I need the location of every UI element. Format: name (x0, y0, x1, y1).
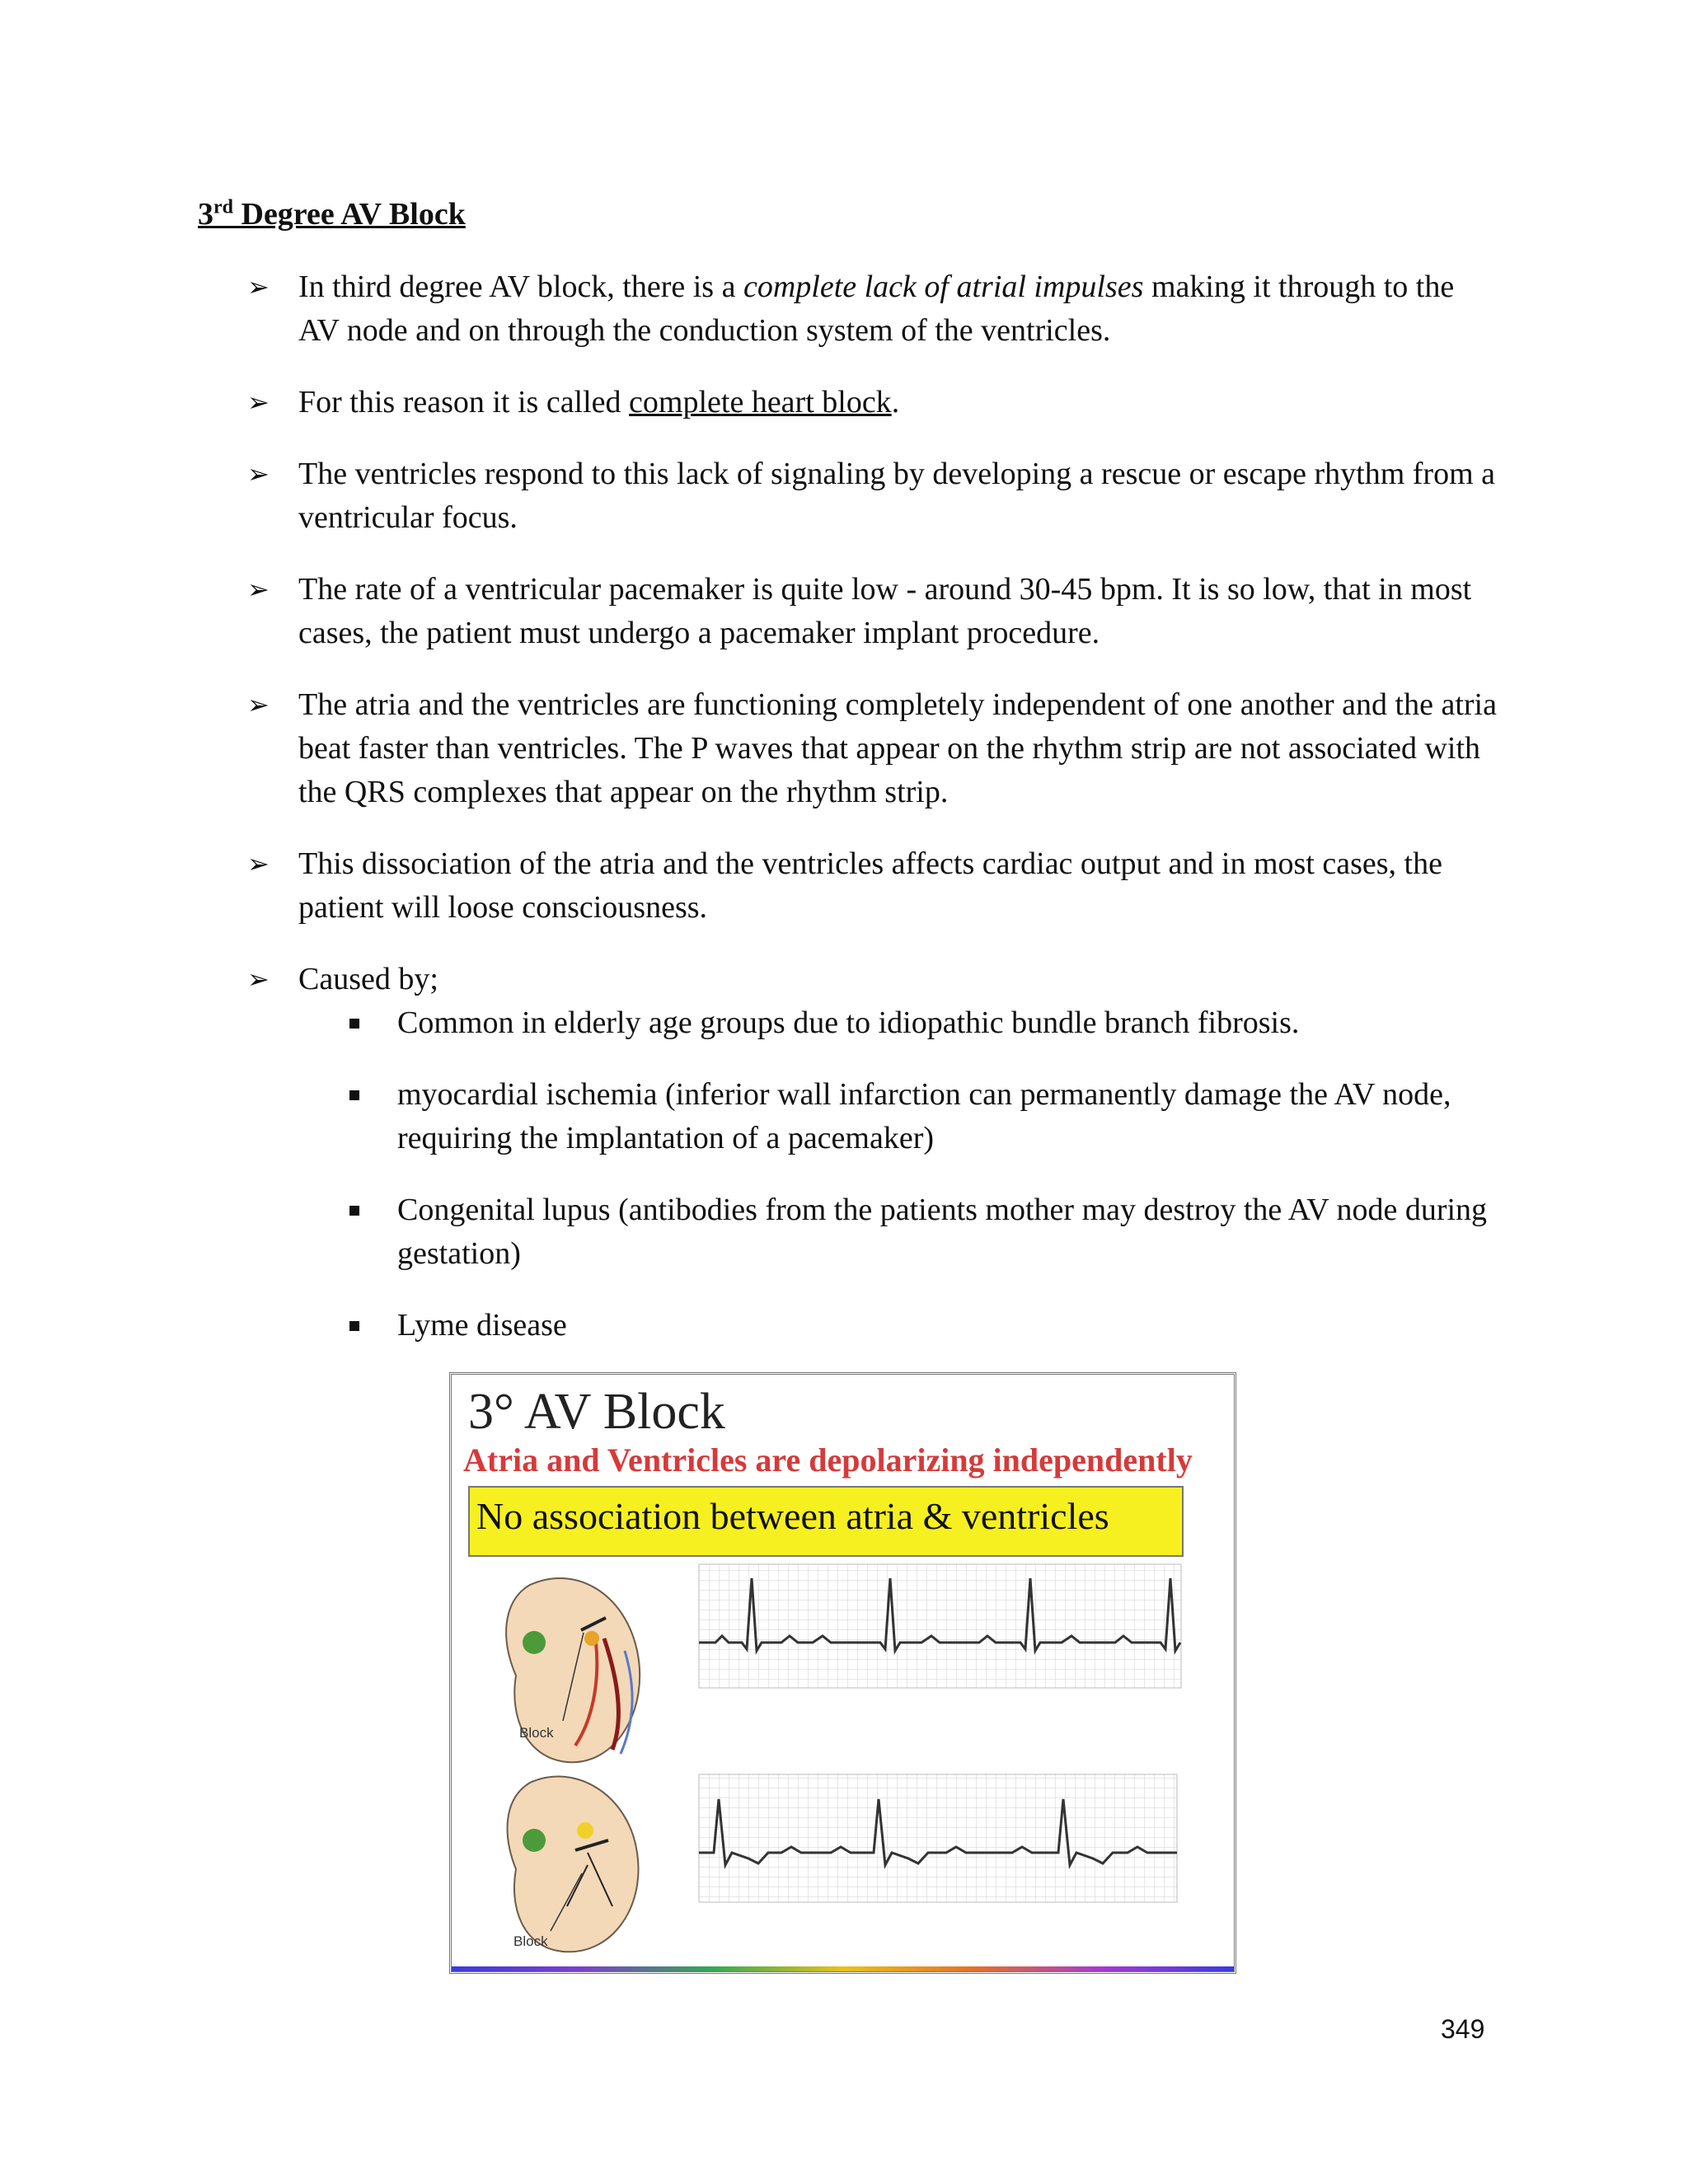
heading-superscript: rd (213, 196, 233, 218)
square-bullet-icon (349, 1206, 359, 1216)
arrow-bullet-icon: ➢ (247, 963, 270, 995)
bullet-text: This dissociation of the atria and the ventricles affects cardiac output and in most cases, the patient will loose consciousness. (298, 846, 1442, 925)
cause-text: Lyme disease (397, 1308, 567, 1343)
bullet-text: Caused by; (298, 962, 438, 996)
bullet-text: For this reason it is called (298, 385, 630, 419)
arrow-bullet-icon: ➢ (247, 271, 270, 302)
arrow-bullet-icon: ➢ (247, 848, 270, 879)
highlight-box (468, 1486, 1184, 1557)
block-label-bottom: Block (513, 1933, 548, 1949)
ecg-grid-top (699, 1564, 1181, 1688)
heading-prefix: 3 (198, 197, 213, 232)
sa-node-icon (523, 1631, 546, 1654)
heart-ecg-illustration (452, 1560, 1234, 1972)
sa-node-icon (523, 1829, 546, 1852)
page-number: 349 (1441, 2014, 1485, 2044)
arrow-bullet-icon: ➢ (247, 387, 270, 418)
ecg-strip-bottom (699, 1774, 1177, 1902)
bullet-item (247, 265, 1500, 353)
bullet-text: . (891, 385, 900, 419)
av-block-slide-figure (449, 1372, 1236, 1974)
block-label-top: Block (519, 1725, 554, 1741)
bullet-text: The atria and the ventricles are functioning completely independent of one another and the atria beat faster than ventricles. The P waves that appear on the rhythm strip are not associated with the QRS complexes that appear on the rhythm strip. (298, 687, 1497, 809)
bullet-item (247, 452, 1500, 540)
bullet-emphasis: complete lack of atrial impulses (743, 269, 1144, 304)
square-bullet-icon (349, 1321, 359, 1331)
cause-list (298, 1001, 1500, 1347)
bullet-item (247, 842, 1500, 930)
bullet-item (247, 568, 1500, 655)
cause-item (348, 1073, 1500, 1160)
slide-title: 3° AV Block (468, 1384, 725, 1440)
arrow-bullet-icon: ➢ (247, 574, 270, 605)
heart-diagram-bottom (508, 1777, 639, 1952)
cause-text: Common in elderly age groups due to idiopathic bundle branch fibrosis. (397, 1005, 1300, 1040)
bullet-text: The ventricles respond to this lack of signaling by developing a rescue or escape rhythm from a ventricular focus. (298, 457, 1495, 535)
highlight-text: No association between atria & ventricles (476, 1495, 1109, 1537)
bullet-item (247, 683, 1500, 814)
bullet-list (247, 265, 1500, 1376)
heading-text: Degree AV Block (233, 197, 466, 232)
cause-item (348, 1304, 1500, 1347)
cause-text: Congenital lupus (antibodies from the patients mother may destroy the AV node during gestation) (397, 1193, 1488, 1271)
slide-footer-bar (452, 1966, 1234, 1971)
bullet-item (247, 381, 1500, 424)
cause-text: myocardial ischemia (inferior wall infarction can permanently damage the AV node, requiring the implantation of a pacemaker) (397, 1077, 1451, 1155)
cause-item (348, 1001, 1500, 1045)
arrow-bullet-icon: ➢ (247, 458, 270, 490)
ecg-strip-top (699, 1564, 1181, 1688)
bullet-text: In third degree AV block, there is a (298, 269, 743, 304)
slide-subtitle: Atria and Ventricles are depolarizing independently (463, 1441, 1193, 1479)
arrow-bullet-icon: ➢ (247, 689, 270, 720)
bullet-item (247, 958, 1500, 1347)
square-bullet-icon (349, 1019, 359, 1029)
bullet-text: The rate of a ventricular pacemaker is quite low - around 30-45 bpm. It is so low, that in most cases, the patient must undergo a pacemaker implant procedure. (298, 572, 1472, 650)
underlined-term: complete heart block (629, 385, 892, 419)
ecg-grid-bottom (699, 1774, 1177, 1902)
bullet-text: making it through to the AV node and on through the conduction system of the ventricles. (298, 269, 1455, 348)
square-bullet-icon (349, 1090, 359, 1100)
heart-diagram-top (506, 1578, 640, 1762)
section-heading (198, 196, 466, 232)
cause-item (348, 1188, 1500, 1276)
